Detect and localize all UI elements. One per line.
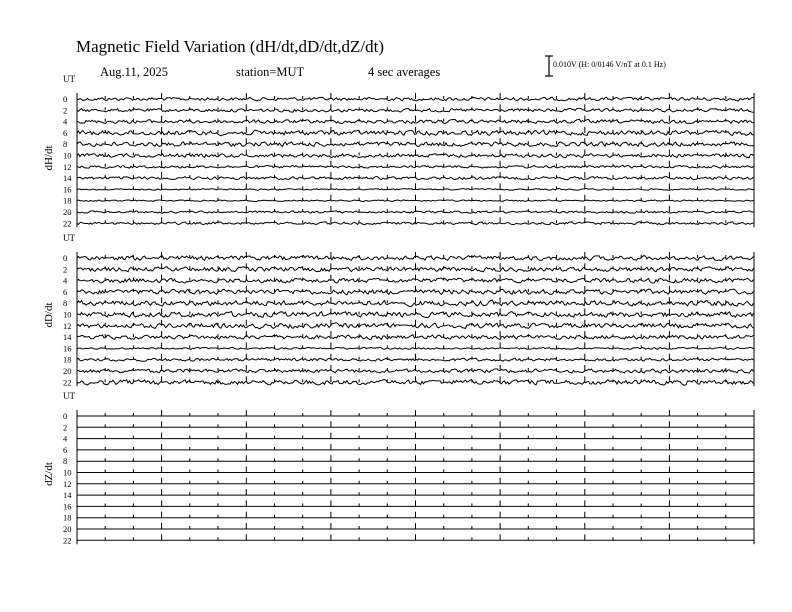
row-label: 0 xyxy=(63,94,68,104)
row-label: 8 xyxy=(63,298,68,309)
panel-dD-dt xyxy=(43,233,754,387)
row-label: 22 xyxy=(63,535,72,546)
row-label: 0 xyxy=(63,253,68,263)
row-label: 18 xyxy=(63,512,72,523)
row-label: 16 xyxy=(63,501,72,512)
panel-ylabel: dH/dt xyxy=(43,145,55,171)
row-label: 6 xyxy=(63,444,68,455)
row-label: 10 xyxy=(63,467,72,478)
scale-label: 0.010V (H: 0/0146 V/nT at 0.1 Hz) xyxy=(553,60,666,69)
row-label: 16 xyxy=(63,343,72,354)
chart-title: Magnetic Field Variation (dH/dt,dD/dt,dZ/dt) xyxy=(76,37,385,56)
ut-label: UT xyxy=(63,74,75,84)
averages-label: 4 sec averages xyxy=(368,65,441,79)
row-label: 22 xyxy=(63,218,72,229)
ut-label: UT xyxy=(63,233,75,243)
row-label: 18 xyxy=(63,195,72,206)
row-label: 12 xyxy=(63,161,72,172)
row-label: 20 xyxy=(63,524,72,534)
row-label: 8 xyxy=(63,139,68,150)
row-label: 18 xyxy=(63,354,72,365)
panel-ylabel: dZ/dt xyxy=(43,462,55,486)
row-label: 4 xyxy=(63,275,68,286)
panel-dH-dt xyxy=(43,74,754,228)
row-label: 12 xyxy=(63,320,72,331)
panel-dZ-dt xyxy=(43,391,754,545)
row-label: 10 xyxy=(63,150,72,161)
row-label: 10 xyxy=(63,309,72,320)
row-label: 2 xyxy=(63,422,68,433)
row-label: 2 xyxy=(63,264,68,275)
row-label: 6 xyxy=(63,286,68,297)
date-label: Aug.11, 2025 xyxy=(100,65,168,79)
row-label: 14 xyxy=(63,332,72,343)
ut-label: UT xyxy=(63,391,75,401)
row-label: 20 xyxy=(63,207,72,217)
row-label: 0 xyxy=(63,411,68,421)
scale-bar xyxy=(545,56,553,76)
row-label: 22 xyxy=(63,377,72,388)
row-label: 20 xyxy=(63,366,72,376)
row-label: 6 xyxy=(63,127,68,138)
row-label: 4 xyxy=(63,116,68,127)
row-label: 2 xyxy=(63,105,68,116)
row-label: 14 xyxy=(63,490,72,501)
row-label: 16 xyxy=(63,184,72,195)
row-label: 4 xyxy=(63,433,68,444)
station-label: station=MUT xyxy=(236,65,305,79)
row-label: 12 xyxy=(63,478,72,489)
row-label: 8 xyxy=(63,456,68,467)
panel-ylabel: dD/dt xyxy=(43,302,55,328)
row-label: 14 xyxy=(63,173,72,184)
